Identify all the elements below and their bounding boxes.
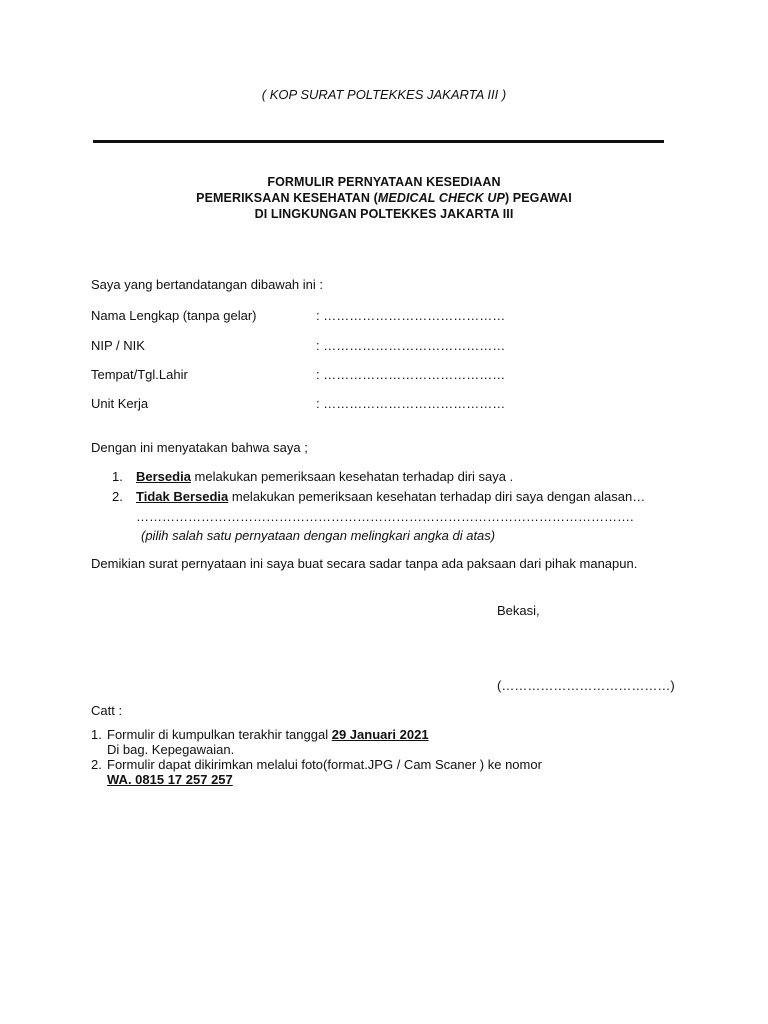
option-2-keyword: Tidak Bersedia bbox=[136, 489, 229, 504]
field-label-unit: Unit Kerja bbox=[91, 396, 149, 411]
option-1-keyword: Bersedia bbox=[136, 469, 191, 484]
form-title-line-2 bbox=[0, 191, 768, 205]
header-divider bbox=[93, 140, 664, 143]
field-value-nip: : …………………………………… bbox=[316, 338, 506, 353]
note-1-text bbox=[107, 727, 429, 742]
title-line-2-prefix: PEMERIKSAAN KESEHATAN ( bbox=[196, 191, 378, 205]
note-1-prefix: Formulir di kumpulkan terakhir tanggal bbox=[107, 727, 332, 742]
field-label-nip: NIP / NIK bbox=[91, 338, 145, 353]
option-2-rest: melakukan pemeriksaan kesehatan terhadap diri saya dengan alasan… bbox=[228, 489, 646, 504]
field-label-birth: Tempat/Tgl.Lahir bbox=[91, 367, 188, 382]
whatsapp-number: WA. 0815 17 257 257 bbox=[107, 772, 233, 787]
notes-heading: Catt : bbox=[91, 703, 123, 718]
title-line-2-suffix: ) PEGAWAI bbox=[504, 191, 572, 205]
option-1-text bbox=[136, 469, 513, 484]
note-2-text: Formulir dapat dikirimkan melalui foto(format.JPG / Cam Scaner ) ke nomor bbox=[107, 757, 542, 772]
option-1-number: 1. bbox=[112, 469, 123, 484]
reason-dots: ……………………………………………………………………………………………………. bbox=[136, 509, 634, 524]
field-label-name: Nama Lengkap (tanpa gelar) bbox=[91, 308, 257, 323]
note-2-contact bbox=[107, 772, 233, 787]
field-value-name: : …………………………………… bbox=[316, 308, 506, 323]
note-1-deadline: 29 Januari 2021 bbox=[331, 727, 429, 742]
note-1-line-2: Di bag. Kepegawaian. bbox=[107, 742, 235, 757]
option-2-number: 2. bbox=[112, 489, 123, 504]
option-1-rest: melakukan pemeriksaan kesehatan terhadap diri saya . bbox=[190, 469, 514, 484]
note-2-number: 2. bbox=[91, 757, 102, 772]
statement-intro: Dengan ini menyatakan bahwa saya ; bbox=[91, 440, 308, 455]
place-label: Bekasi, bbox=[497, 603, 540, 618]
note-1-number: 1. bbox=[91, 727, 102, 742]
field-value-unit: : …………………………………… bbox=[316, 396, 506, 411]
form-title-line-3: DI LINGKUNGAN POLTEKKES JAKARTA III bbox=[254, 207, 514, 221]
signature-line: (…………………………………) bbox=[497, 678, 675, 693]
letterhead-placeholder: ( KOP SURAT POLTEKKES JAKARTA III ) bbox=[261, 87, 507, 102]
title-line-2-italic: MEDICAL CHECK UP bbox=[377, 191, 505, 205]
option-2-text bbox=[136, 489, 645, 504]
closing-statement: Demikian surat pernyataan ini saya buat secara sadar tanpa ada paksaan dari pihak manapun. bbox=[91, 556, 638, 571]
intro-text: Saya yang bertandatangan dibawah ini : bbox=[91, 277, 324, 292]
selection-hint: (pilih salah satu pernyataan dengan melingkari angka di atas) bbox=[141, 528, 496, 543]
form-title-line-1: FORMULIR PERNYATAAN KESEDIAAN bbox=[267, 175, 501, 189]
field-value-birth: : …………………………………… bbox=[316, 367, 506, 382]
